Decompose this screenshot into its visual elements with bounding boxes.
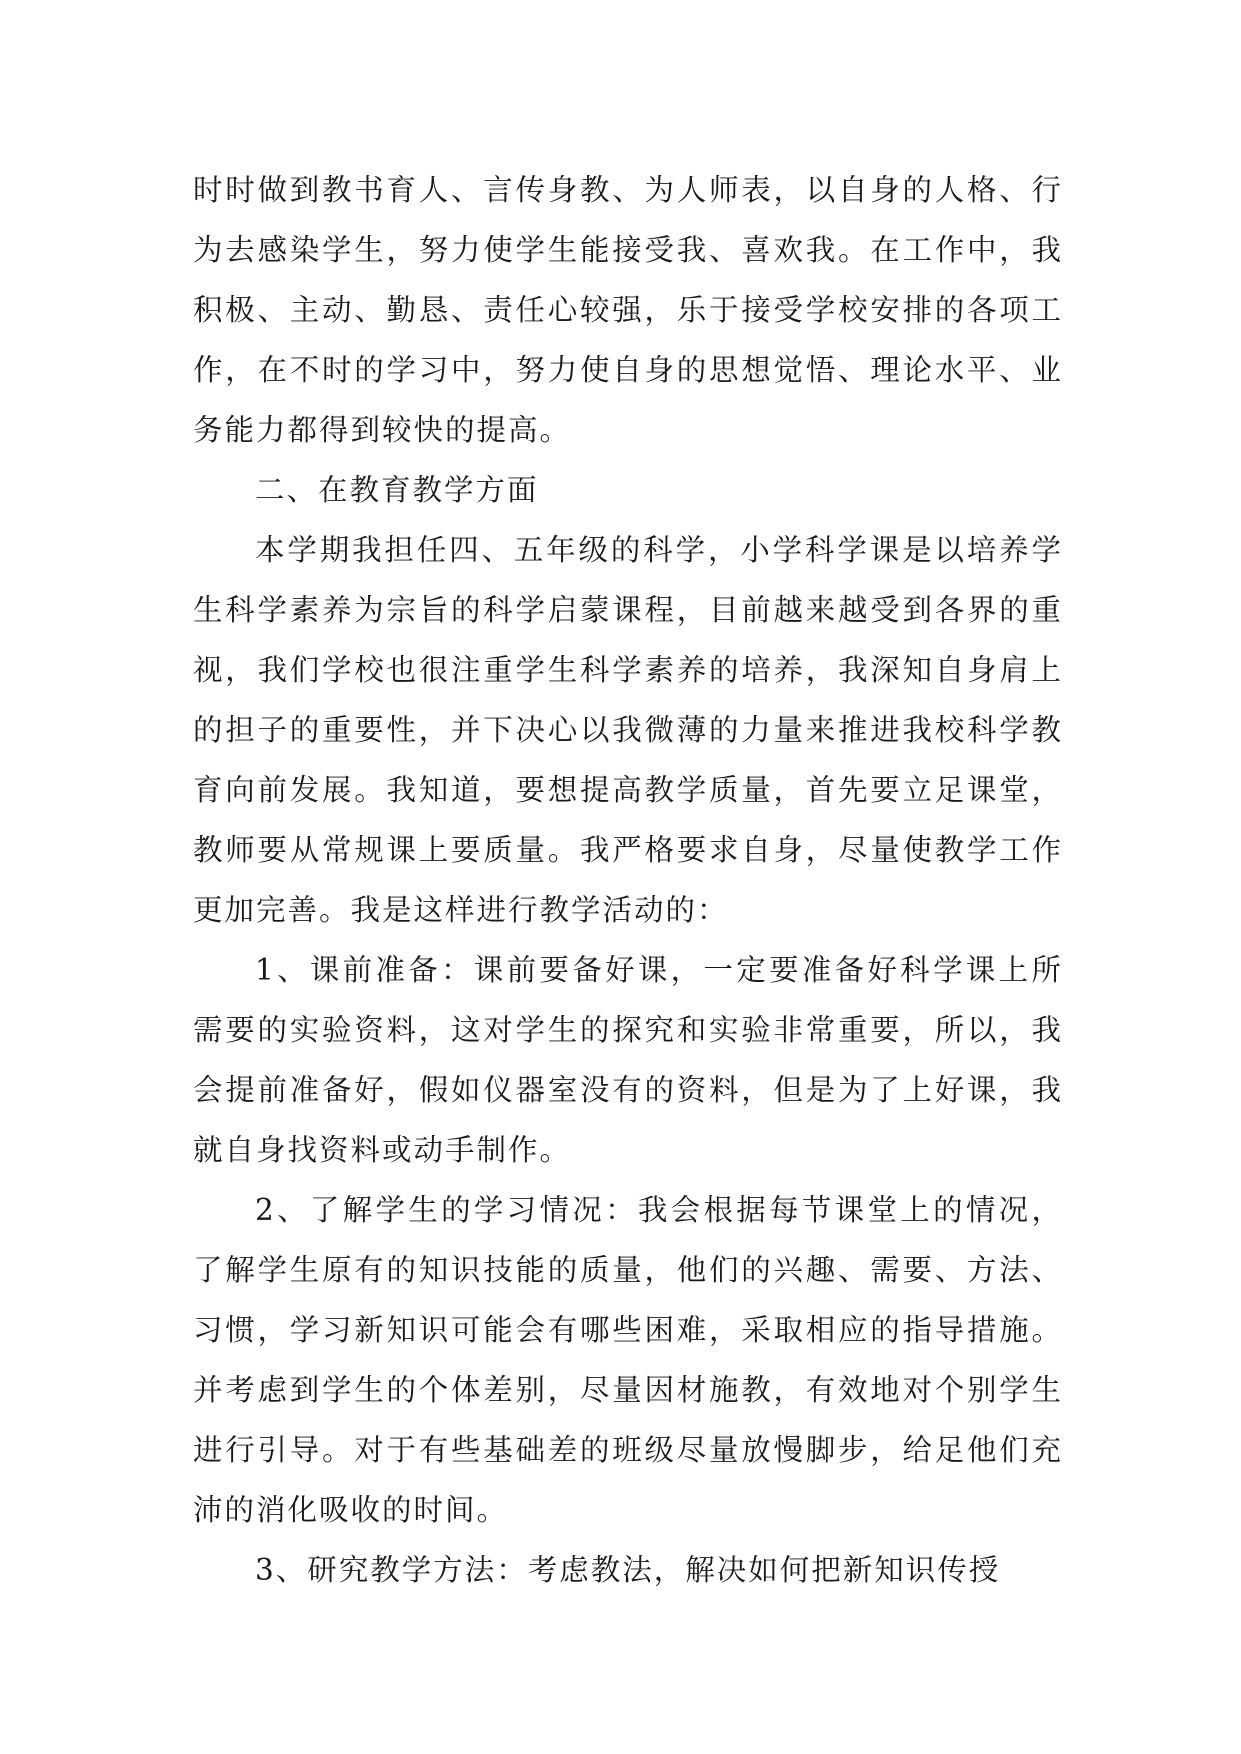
paragraph-item-3: 3、研究教学方法：考虑教法，解决如何把新知识传授: [255, 1553, 1001, 1587]
document-body: [193, 160, 1063, 1600]
paragraph-item-2: 2、了解学生的学习情况：我会根据每节课堂上的情况，了解学生原有的知识技能的质量，他们的兴趣、需要、方法、习惯，学习新知识可能会有哪些困难，采取相应的指导措施。并考虑到学生的个体差别，尽量因材施教，有效地对个别学生进行引导。对于有些基础差的班级尽量放慢脚步，给足他们充沛的消化吸收的时间。: [193, 1193, 1063, 1527]
paragraph-item-1: 1、课前准备：课前要备好课，一定要准备好科学课上所需要的实验资料，这对学生的探究和实验非常重要，所以，我会提前准备好，假如仪器室没有的资料，但是为了上好课，我就自身找资料或动手制作。: [193, 953, 1063, 1167]
paragraph-teaching-intro: 本学期我担任四、五年级的科学，小学科学课是以培养学生科学素养为宗旨的科学启蒙课程，目前越来越受到各界的重视，我们学校也很注重学生科学素养的培养，我深知自身肩上的担子的重要性，并下决心以我微薄的力量来推进我校科学教育向前发展。我知道，要想提高教学质量，首先要立足课堂，教师要从常规课上要质量。我严格要求自身，尽量使教学工作更加完善。我是这样进行教学活动的：: [193, 533, 1063, 927]
paragraph-continuation: 时时做到教书育人、言传身教、为人师表，以自身的人格、行为去感染学生，努力使学生能接受我、喜欢我。在工作中，我积极、主动、勤恳、责任心较强，乐于接受学校安排的各项工作，在不时的学习中，努力使自身的思想觉悟、理论水平、业务能力都得到较快的提高。: [193, 173, 1063, 447]
section-heading-teaching: 二、在教育教学方面: [255, 473, 539, 507]
